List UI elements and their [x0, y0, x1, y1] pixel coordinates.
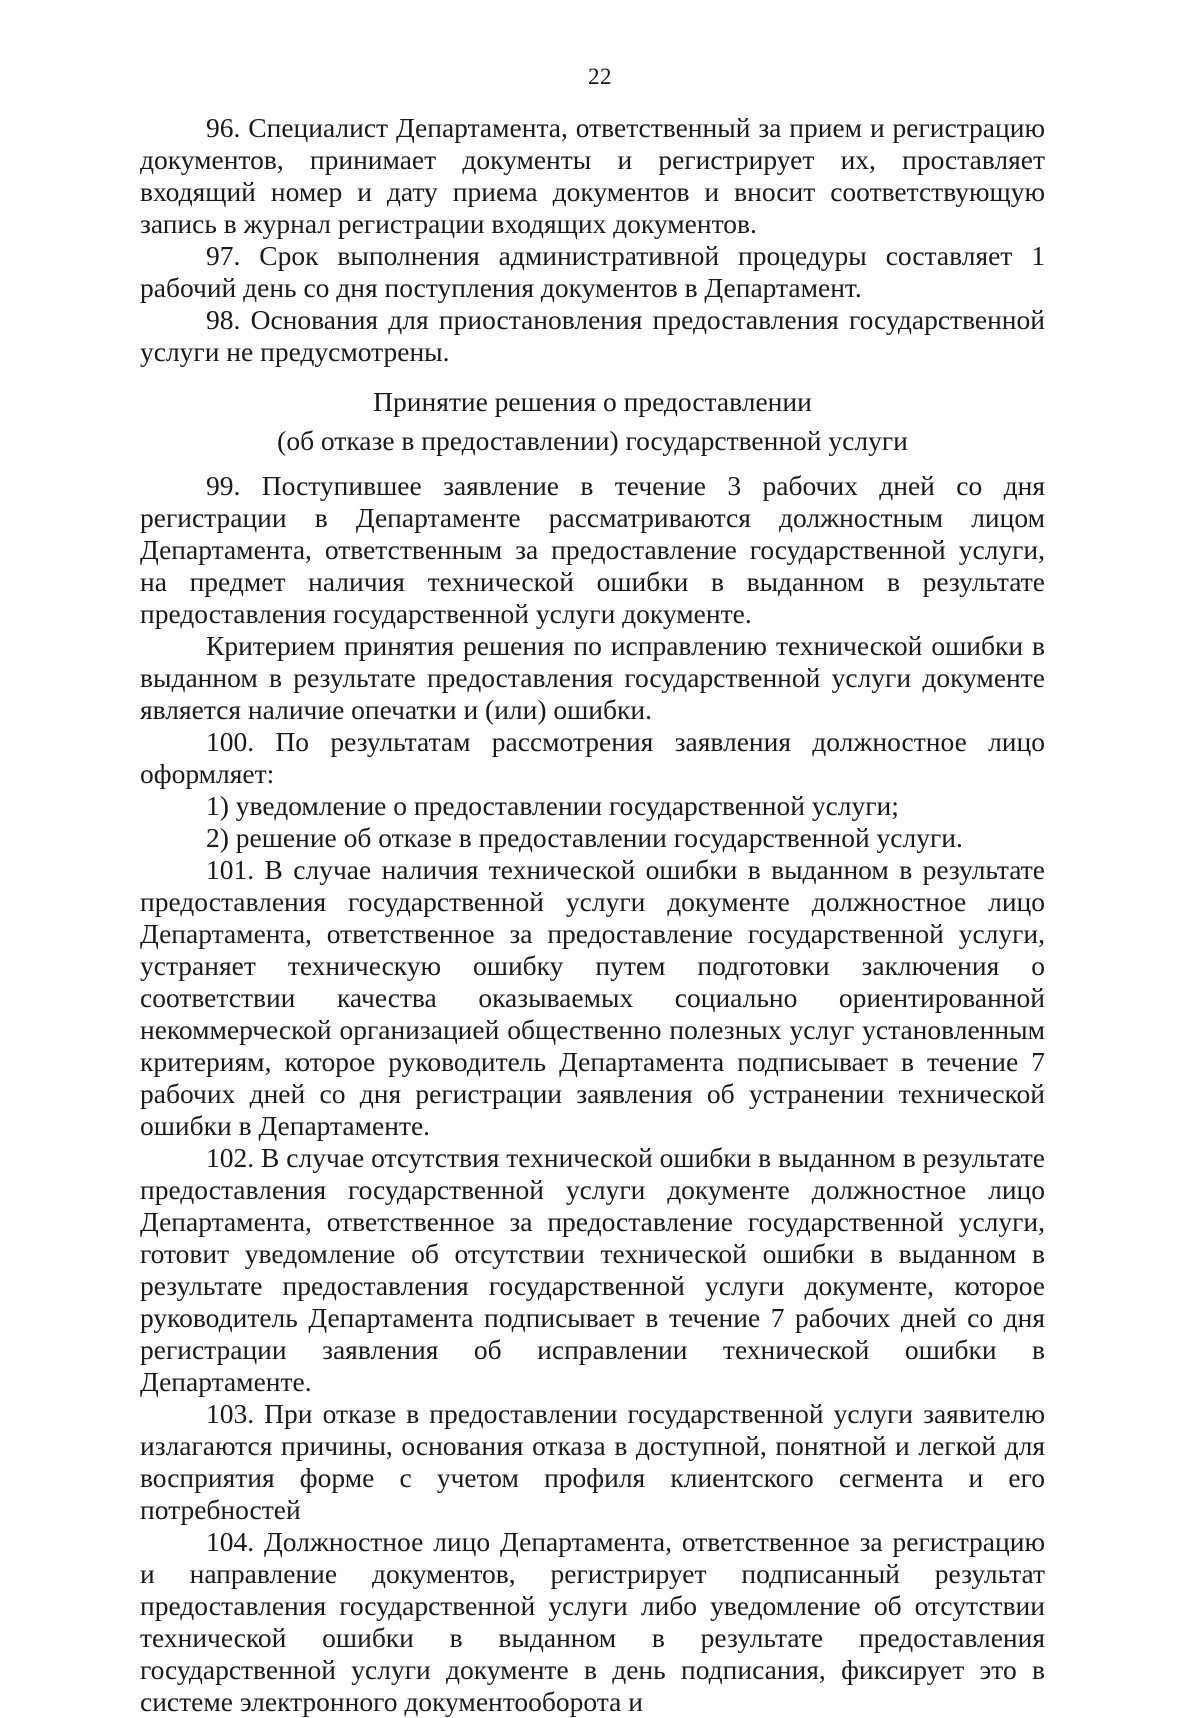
- intro-section: [140, 112, 1045, 368]
- paragraph-98: 98. Основания для приостановления предоставления государственной услуги не предусмотрены.: [140, 304, 1045, 367]
- section-heading-line-1: Принятие решения о предоставлении: [373, 386, 812, 417]
- decision-section: [140, 470, 1045, 1718]
- paragraph-101: 101. В случае наличия технической ошибки в выданном в результате предоставления государственной услуги документе должностное лицо Департамента, ответственное за предоставление государственной услуги, устраняет техническую ошибку путем подготовки заключения о соответствии качества оказываемых социально ориентированной некоммерческой организацией общественно полезных услуг установленным критериям, которое руководитель Департамента подписывает в течение 7 рабочих дней со дня регистрации заявления об устранении технической ошибки в Департаменте.: [140, 854, 1045, 1141]
- section-heading: [140, 382, 1045, 460]
- section-heading-line-2: (об отказе в предоставлении) государственной услуги: [277, 425, 908, 456]
- paragraph-102: 102. В случае отсутствия технической ошибки в выданном в результате предоставления государственной услуги документе должностное лицо Департамента, ответственное за предоставление государственной услуги, готовит уведомление об отсутствии технической ошибки в выданном в результате предоставления государственной услуги документе, которое руководитель Департамента подписывает в течение 7 рабочих дней со дня регистрации заявления об исправлении технической ошибки в Департаменте.: [140, 1142, 1045, 1397]
- paragraph-104: 104. Должностное лицо Департамента, ответственное за регистрацию и направление документов, регистрирует подписанный результат предоставления государственной услуги либо уведомление об отсутствии технической ошибки в выданном в результате предоставления государственной услуги документе в день подписания, фиксирует это в системе электронного документооборота и: [140, 1526, 1045, 1717]
- paragraph-99: 99. Поступившее заявление в течение 3 рабочих дней со дня регистрации в Департаменте рассматриваются должностным лицом Департамента, ответственным за предоставление государственной услуги, на предмет наличия технической ошибки в выданном в результате предоставления государственной услуги документе.: [140, 470, 1045, 629]
- paragraph-criterion: Критерием принятия решения по исправлению технической ошибки в выданном в результате предоставления государственной услуги документе является наличие опечатки и (или) ошибки.: [140, 630, 1045, 725]
- paragraph-96: 96. Специалист Департамента, ответственный за прием и регистрацию документов, принимает документы и регистрирует их, проставляет входящий номер и дату приема документов и вносит соответствующую запись в журнал регистрации входящих документов.: [140, 112, 1045, 239]
- paragraph-100: 100. По результатам рассмотрения заявления должностное лицо оформляет:: [140, 726, 1045, 789]
- list-item-2: 2) решение об отказе в предоставлении государственной услуги.: [206, 822, 963, 853]
- paragraph-103: 103. При отказе в предоставлении государственной услуги заявителю излагаются причины, основания отказа в доступной, понятной и легкой для восприятия форме с учетом профиля клиентского сегмента и его потребностей: [140, 1398, 1045, 1525]
- list-item-1: 1) уведомление о предоставлении государственной услуги;: [206, 790, 899, 821]
- paragraph-97: 97. Срок выполнения административной процедуры составляет 1 рабочий день со дня поступления документов в Департамент.: [140, 240, 1045, 303]
- page-number: 22: [588, 64, 612, 89]
